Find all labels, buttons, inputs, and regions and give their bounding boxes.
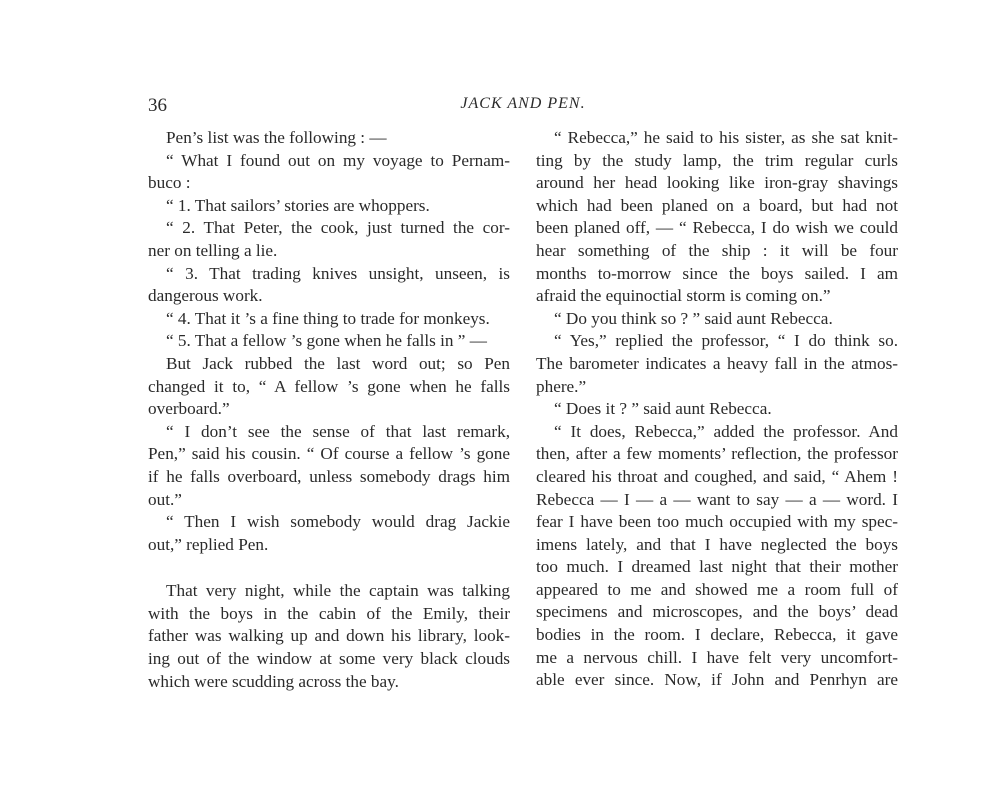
left-text-column [148,127,510,693]
text-line: ing out of the window at some very black clouds [148,649,510,669]
text-line: which were scudding across the bay. [148,671,399,691]
text-line: “ 1. That sailors’ stories are whoppers. [166,195,430,215]
right-text-column [536,127,898,692]
text-line: “ Then I wish somebody would drag Jackie [166,512,510,532]
text-line: appeared to me and showed me a room full of [536,579,898,599]
text-line: “ 2. That Peter, the cook, just turned the cor- [166,218,510,238]
running-head: JACK AND PEN. [460,95,586,112]
page-number: 36 [148,95,167,116]
text-line: “ Rebecca,” he said to his sister, as she sat knit- [554,128,898,147]
text-line: hear something of the ship : it will be four [536,240,898,260]
text-line: around her head looking like iron-gray shavings [536,173,898,193]
text-line: “ I don’t see the sense of that last remark, [166,421,510,441]
text-line: “ It does, Rebecca,” added the professor. And [554,421,898,441]
text-line: afraid the equinoctial storm is coming on.” [536,286,831,306]
text-line: Pen’s list was the following : — [166,128,387,147]
text-line: The barometer indicates a heavy fall in the atmos- [536,353,898,373]
text-line: been planed off, — “ Rebecca, I do wish we could [536,218,898,238]
text-line: Rebecca — I — a — want to say — a — word. I [536,489,898,509]
text-line: then, after a few moments’ reflection, the professor [536,444,898,464]
text-line: imens lately, and that I have neglected the boys [536,534,898,554]
page-header [148,95,898,123]
text-line: with the boys in the cabin of the Emily, their [148,603,510,623]
text-line: But Jack rubbed the last word out; so Pen [166,353,510,373]
text-line: father was walking up and down his library, look- [148,626,510,646]
text-line: too much. I dreamed last night that their mother [536,557,898,577]
text-line: out,” replied Pen. [148,534,269,554]
text-line: “ Does it ? ” said aunt Rebecca. [554,399,772,419]
text-line: “ Yes,” replied the professor, “ I do think so. [554,331,898,351]
text-line: which had been planed on a board, but had not [536,195,898,215]
text-line: overboard.” [148,399,230,419]
text-line: “ 4. That it ’s a fine thing to trade for monkeys. [166,308,490,328]
text-line: “ What I found out on my voyage to Pernam- [166,150,510,170]
text-line: able ever since. Now, if John and Penrhyn are [536,670,898,690]
text-line: ting by the study lamp, the trim regular curls [536,150,898,170]
text-line: specimens and microscopes, and the boys’ dead [536,602,898,622]
text-line: buco : [148,173,191,193]
text-line: months to-morrow since the boys sailed. I am [536,263,898,283]
text-line: cleared his throat and coughed, and said, “ Ahem ! [536,466,898,486]
text-line: fear I have been too much occupied with my spec- [536,512,898,532]
paragraph-gap [148,556,510,580]
text-line: That very night, while the captain was talking [166,581,510,601]
text-line: if he falls overboard, unless somebody drags him [148,466,510,486]
text-line: “ 5. That a fellow ’s gone when he falls in ” — [166,331,487,351]
text-line: me a nervous chill. I have felt very uncomfort- [536,647,898,667]
text-line: “ Do you think so ? ” said aunt Rebecca. [554,308,833,328]
text-line: phere.” [536,376,587,396]
text-line: ner on telling a lie. [148,240,278,260]
text-line: “ 3. That trading knives unsight, unseen, is [166,263,510,283]
text-line: bodies in the room. I declare, Rebecca, it gave [536,625,898,645]
text-line: dangerous work. [148,286,263,306]
text-line: out.” [148,489,182,509]
text-line: Pen,” said his cousin. “ Of course a fellow ’s gone [148,444,510,464]
text-line: changed it to, “ A fellow ’s gone when he falls [148,376,510,396]
